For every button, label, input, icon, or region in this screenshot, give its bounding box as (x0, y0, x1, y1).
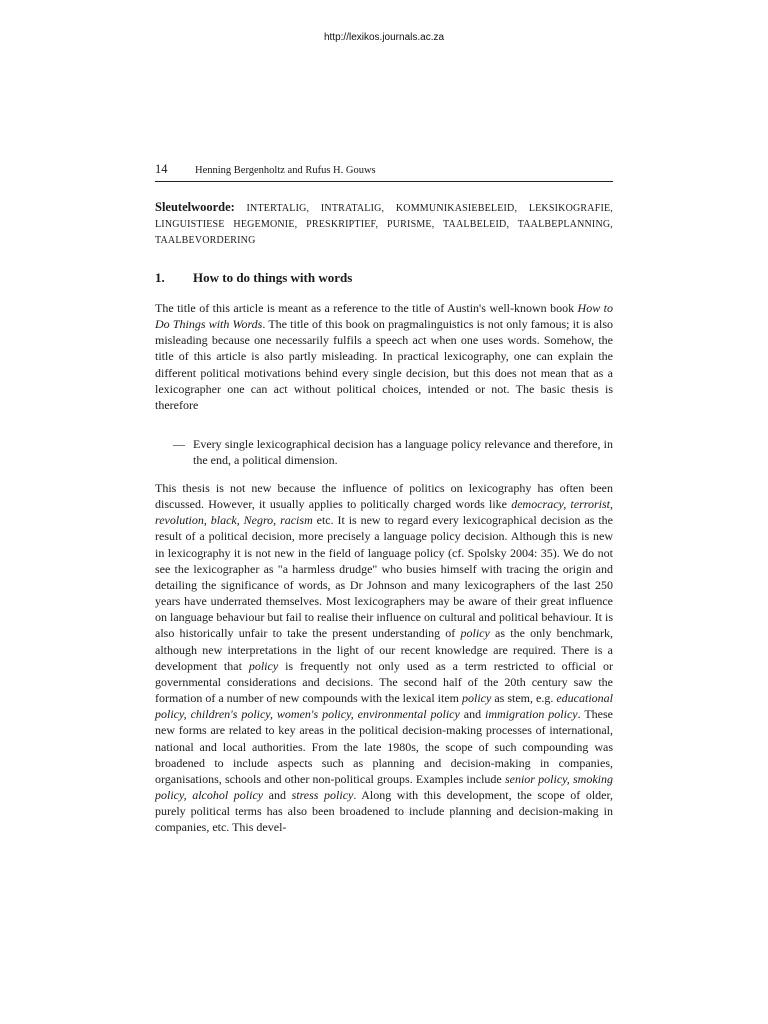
keywords-list: INTERTALIG, INTRATALIG, KOMMUNIKASIEBELEID, LEKSIKOGRAFIE, LINGUISTIESE HEGEMONIE, PRESKRIPTIEF, PURISME, TAALBELEID, TAALBEPLANNING, TAALBEVORDERING (155, 203, 614, 246)
italic-term: educational policy, children's policy, women's policy, environmental policy (155, 691, 613, 722)
thesis-statement (155, 436, 613, 468)
italic-term: policy (248, 658, 279, 673)
page-number: 14 (155, 162, 168, 176)
text-run: . These new forms are related to key areas in the political decision-making processes of international, national and local authorities. From the late 1980s, the scope of such compounding was broadened to include aspects such as planning and decision-making in companies, organisations, schools and other non-political groups. Examples include (155, 707, 613, 786)
section-heading (155, 270, 613, 286)
text-run: . Along with this development, the scope of older, purely political terms has also been broadened to include planning and decision-making in companies, etc. This devel- (155, 787, 613, 835)
text-run: as stem, e.g. (491, 691, 557, 706)
journal-url: http://lexikos.journals.ac.za (323, 32, 445, 43)
italic-term: policy (462, 691, 492, 706)
italic-term: immigration policy (485, 707, 578, 722)
paragraph-intro (155, 300, 613, 413)
italic-term: senior policy, smoking policy, alcohol policy (155, 771, 613, 802)
section-title: How to do things with words (193, 270, 353, 285)
thesis-text: Every single lexicographical decision has a language policy relevance and therefore, in the end, a political dimension. (193, 437, 613, 467)
text-run: The title of this article is meant as a reference to the title of Austin's well-known book (155, 301, 578, 315)
italic-term: policy (460, 626, 490, 641)
text-run: as the only benchmark, although new interpretations in the light of our recent knowledge are required. There is a development that (155, 626, 613, 673)
book-title: How to Do Things with Words (155, 301, 613, 332)
text-run: and (263, 787, 292, 802)
text-run: is frequently not only used as a term restricted to official or governmental considerations and decisions. The second half of the 20th century saw the formation of a number of new compounds with the lexical item (155, 658, 613, 706)
keywords-block (155, 199, 613, 249)
paragraph-body (155, 480, 613, 835)
running-header (155, 162, 613, 182)
section-number: 1. (155, 270, 165, 285)
text-run: . The title of this book on pragmalinguistics is not only famous; it is also misleading because one necessarily fulfils a speech act when one uses words. Somehow, the title of this article is also partly misleading. In practical lexicography, one can explain the different political motivations behind every single decision, but this does not mean that as a lexicographer one can act without political choices, intended or not. The basic thesis is therefore (155, 317, 613, 412)
em-dash-bullet: — (173, 437, 185, 451)
italic-term: stress policy (291, 787, 354, 802)
keywords-label: Sleutelwoorde: (155, 200, 235, 214)
text-run: and (459, 707, 486, 722)
text-run: This thesis is not new because the influence of politics on lexicography has often been discussed. However, it usually applies to politically charged words like (155, 481, 613, 512)
text-run: etc. It is new to regard every lexicographical decision as the result of a political decision, more precisely a language policy decision. Although this is new in lexicography it is not new in the field of language policy (cf. Spolsky 2004: 35). We do not see the lexicographer as "a harmless drudge" who busies himself with tracing the origin and detailing the significance of words, as Dr Johnson and many lexicographers of the last 250 years have underrated themselves. Most lexicographers may be aware of their great influence on language behaviour but fail to realise their influence on cultural and political behaviour. It is also historically unfair to take the present understanding of (155, 513, 613, 641)
italic-term: democracy, terrorist, revolution, black, Negro, racism (155, 497, 613, 528)
running-header-authors: Henning Bergenholtz and Rufus H. Gouws (195, 165, 376, 176)
